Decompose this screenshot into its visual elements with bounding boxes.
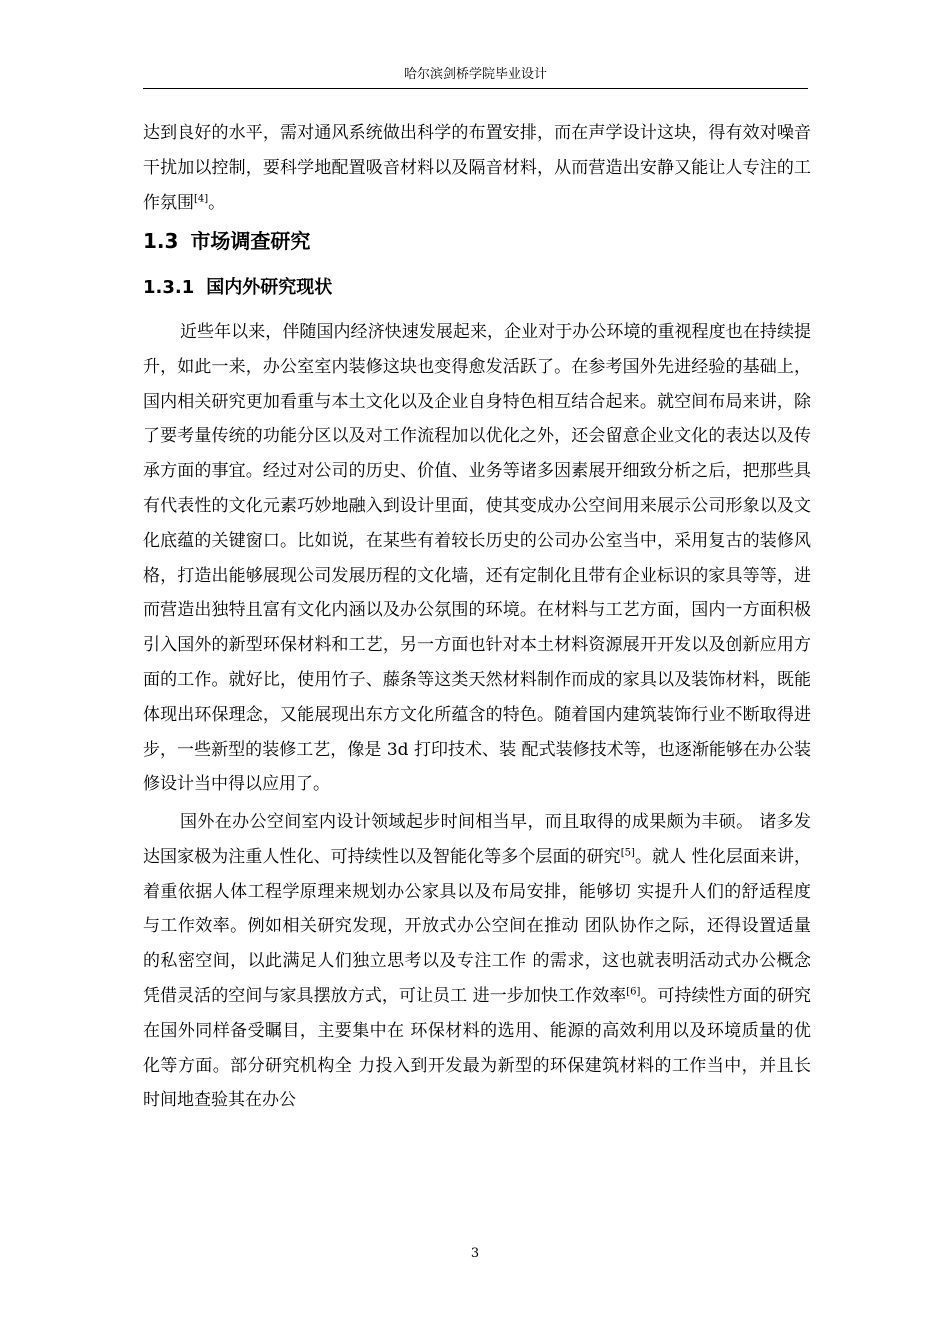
section-title: 市场调查研究 [190, 229, 311, 253]
paragraph-2-part-3: 。可持续性方面的研究在国外同样备受瞩目，主要集中在 环保材料的选用、能源的高效利用以及环境质量的优化等方面。部分研究机构全 力投入到开发最为新型的环保建筑材料的工作当中，并且长时间地查验其在办公 [143, 985, 811, 1111]
intro-text: 达到良好的水平，需对通风系统做出科学的布置安排，而在声学设计这块，得有效对噪音干扰加以控制，要科学地配置吸音材料以及隔音材料，从而营造出安静又能让人专注的工作氛围 [143, 123, 811, 213]
subsection-title: 国内外研究现状 [206, 277, 333, 298]
intro-paragraph [143, 116, 811, 220]
section-number: 1.3 [143, 229, 179, 253]
section-heading [143, 226, 310, 256]
page-header: 哈尔滨剑桥学院毕业设计 [403, 67, 547, 82]
intro-tail: 。 [208, 192, 226, 213]
citation-6: [6] [626, 986, 641, 998]
header-divider [143, 88, 808, 89]
citation-5: [5] [620, 847, 635, 859]
citation-4: [4] [194, 192, 209, 204]
body-paragraph-1: 近些年以来，伴随国内经济快速发展起来，企业对于办公环境的重视程度也在持续提升，如此一来，办公室室内装修这块也变得愈发活跃了。在参考国外先进经验的基础上，国内相关研究更加看重与本土文化以及企业自身特色相互结合起来。就空间布局来讲，除了要考量传统的功能分区以及对工作流程加以优化之外，还会留意企业文化的表达以及传承方面的事宜。经过对公司的历史、价值、业务等诸多因素展开细致分析之后，把那些具有代表性的文化元素巧妙地融入到设计里面，使其变成办公空间用来展示公司形象以及文化底蕴的关键窗口。比如说，在某些有着较长历史的公司办公室当中，采用复古的装修风格，打造出能够展现公司发展历程的文化墙，还有定制化且带有企业标识的家具等等，进而营造出独特且富有文化内涵以及办公氛围的环境。在材料与工艺方面，国内一方面积极引入国外的新型环保材料和工艺，另一方面也针对本土材料资源展开开发以及创新应用方面的工作。就好比，使用竹子、藤条等这类天然材料制作而成的家具以及装饰材料，既能体现出环保理念，又能展现出东方文化所蕴含的特色。随着国内建筑装饰行业不断取得进步，一些新型的装修工艺，像是 3d 打印技术、装 配式装修技术等，也逐渐能够在办公装修设计当中得以应用了。 [143, 322, 811, 795]
paragraph-2-part-1: 国外在办公空间室内设计领域起步时间相当早，而且取得的成果颇为丰硕。 诸多发达国家极为注重人性化、可持续性以及智能化等多个层面的研究 [143, 812, 811, 867]
subsection-heading [143, 274, 332, 302]
body-paragraph-2 [143, 805, 811, 1118]
page-number: 3 [470, 1246, 480, 1261]
subsection-number: 1.3.1 [143, 277, 195, 298]
paragraph-2-part-2: 。就人 性化层面来讲，着重依据人体工程学原理来规划办公家具以及布局安排，能够切 实提升人们的舒适程度与工作效率。例如相关研究发现，开放式办公空间在推动 团队协作之际，还得设置适量的私密空间，以此满足人们独立思考以及专注工作 的需求，这也就表明活动式办公概念凭借灵活的空间与家具摆放方式，可让员工 进一步加快工作效率 [143, 846, 812, 1006]
